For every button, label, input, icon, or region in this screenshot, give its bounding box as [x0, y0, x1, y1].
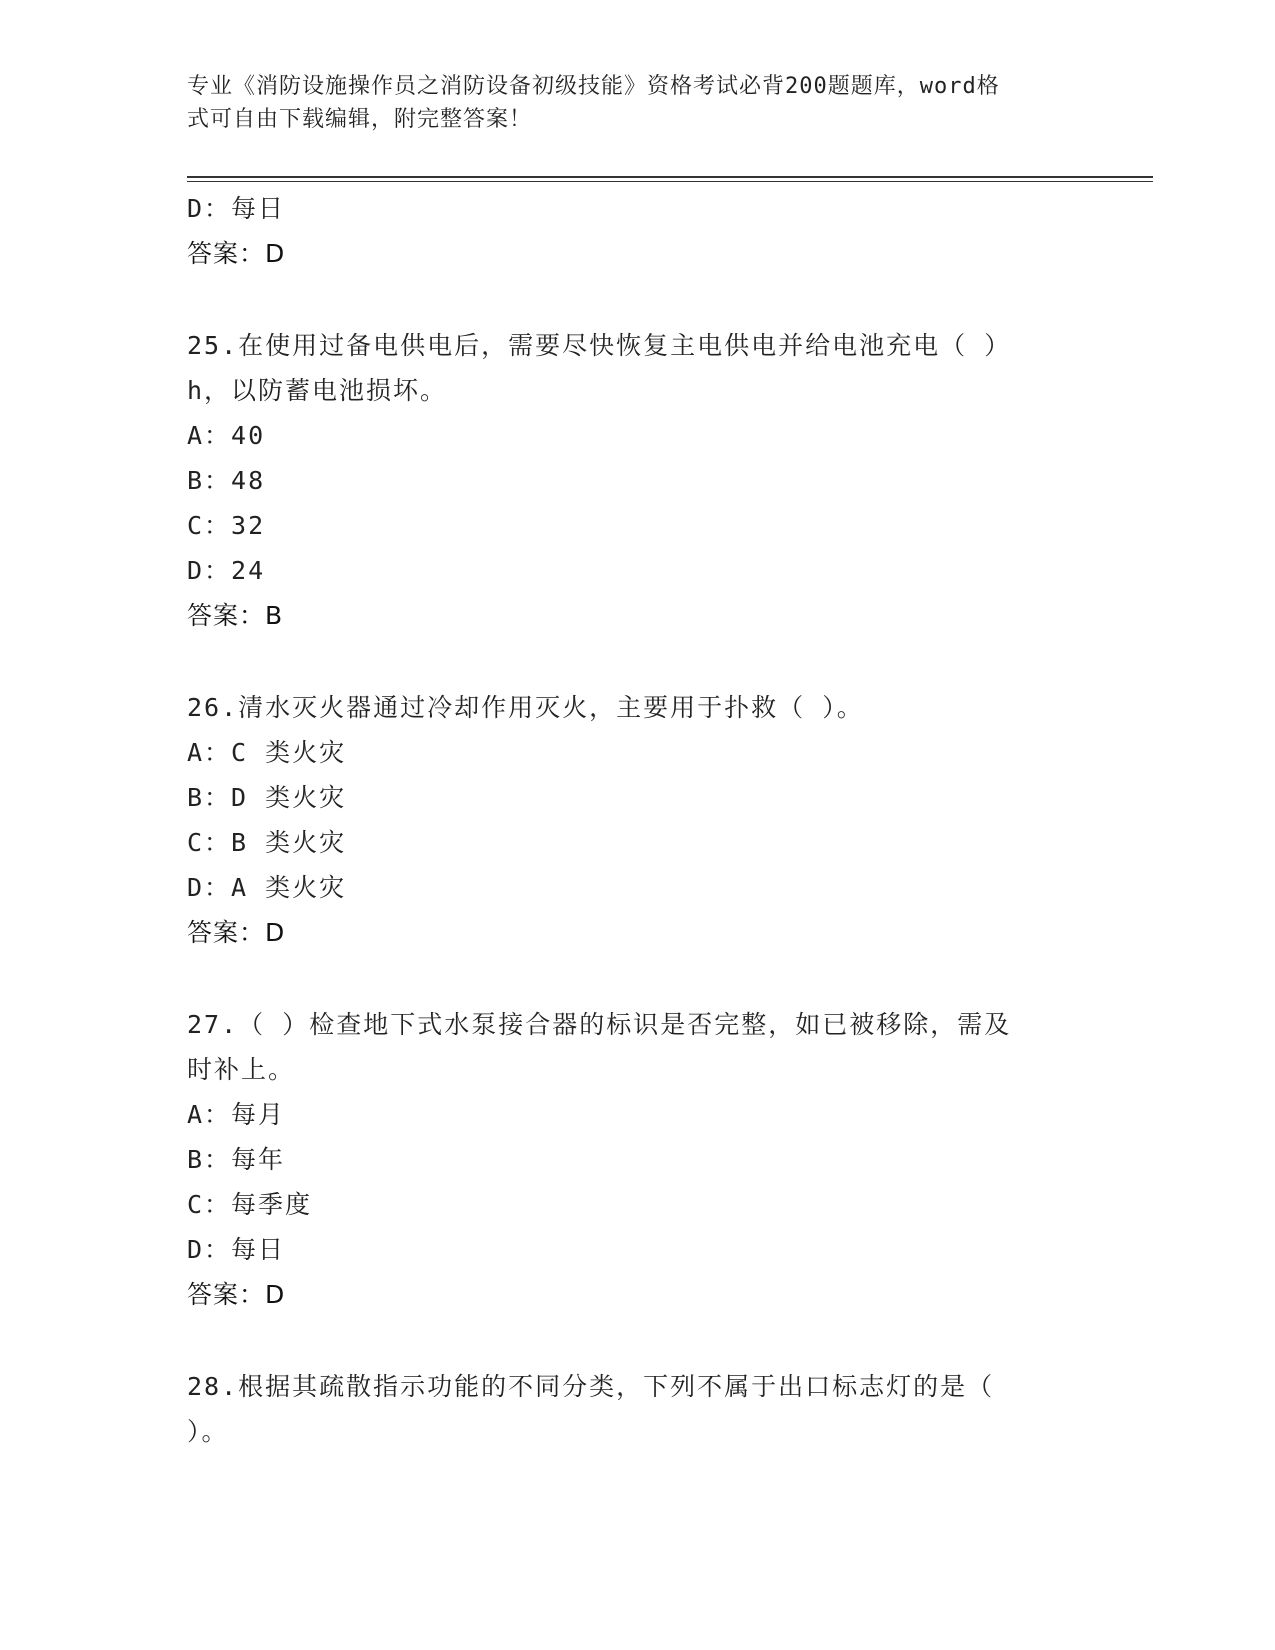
option-b: B：48 — [187, 466, 266, 495]
question-stem-continued: ）。 — [187, 1417, 229, 1446]
answer-line: 答案：D — [187, 239, 286, 268]
question-stem: 27.（ ）检查地下式水泵接合器的标识是否完整，如已被移除，需及 — [187, 1010, 1012, 1039]
previous-question-tail — [187, 186, 1087, 276]
question-stem-continued: 时补上。 — [187, 1055, 296, 1084]
option-b: B：D 类火灾 — [187, 783, 347, 812]
option-c: C：32 — [187, 511, 266, 540]
option-a: A：每月 — [187, 1100, 286, 1129]
header-divider-thick — [187, 176, 1153, 178]
document-header — [187, 70, 1067, 136]
question-27 — [187, 1002, 1087, 1317]
option-a: A：C 类火灾 — [187, 738, 347, 767]
question-stem: 26.清水灭火器通过冷却作用灭火，主要用于扑救（ ）。 — [187, 693, 864, 722]
option-c: C：每季度 — [187, 1190, 313, 1219]
answer-line: 答案：B — [187, 601, 284, 630]
option-c: C：B 类火灾 — [187, 828, 347, 857]
answer-line: 答案：D — [187, 918, 286, 947]
option-b: B：每年 — [187, 1145, 286, 1174]
option-d: D：每日 — [187, 1235, 286, 1264]
header-divider-thin — [187, 181, 1153, 182]
option-a: A：40 — [187, 421, 266, 450]
question-stem: 25.在使用过备电供电后，需要尽快恢复主电供电并给电池充电（ ） — [187, 331, 1012, 360]
question-stem-continued: h，以防蓄电池损坏。 — [187, 376, 448, 405]
question-28 — [187, 1364, 1087, 1454]
question-stem: 28.根据其疏散指示功能的不同分类，下列不属于出口标志灯的是（ — [187, 1372, 995, 1401]
option-d: D：24 — [187, 556, 266, 585]
header-line-2: 式可自由下载编辑，附完整答案！ — [187, 107, 533, 132]
question-26 — [187, 685, 1087, 955]
question-25 — [187, 323, 1087, 638]
question-list — [187, 186, 1087, 1454]
header-line-1: 专业《消防设施操作员之消防设备初级技能》资格考试必背200题题库，word格 — [187, 74, 1000, 99]
option-d: D：A 类火灾 — [187, 873, 347, 902]
option-d: D：每日 — [187, 194, 286, 223]
answer-line: 答案：D — [187, 1280, 286, 1309]
